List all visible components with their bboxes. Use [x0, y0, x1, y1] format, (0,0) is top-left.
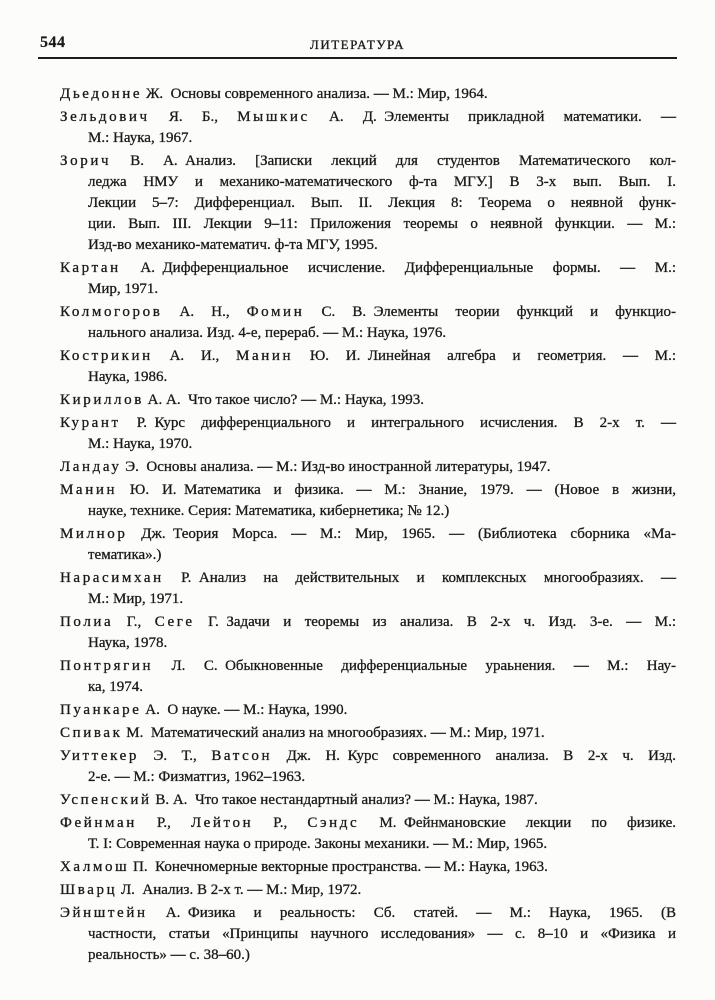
- bib-line: [60, 857, 676, 878]
- bib-entry: [60, 857, 676, 878]
- bib-entry: [60, 813, 676, 855]
- bib-text: Математика и физика. — М.: Знание, 1979. — (Новое в жизни,: [184, 482, 677, 498]
- bib-text: Я. Б.,: [149, 109, 238, 125]
- bib-line: [60, 151, 676, 172]
- bib-text: Ж.: [142, 86, 171, 102]
- bib-line: леджа НМУ и механико-математического ф-та МГУ.] В 3-х вып. Вып. I.: [88, 174, 676, 190]
- bib-entry: [60, 524, 676, 566]
- bib-entry: [60, 258, 676, 300]
- bib-line: М.: Наука, 1967.: [88, 130, 193, 146]
- bib-entry: [60, 903, 676, 966]
- bib-entry: [60, 880, 676, 901]
- bib-text: Что такое нестандартный анализ? — М.: Наука, 1987.: [194, 792, 538, 808]
- bib-text: П.: [129, 859, 156, 875]
- bib-text: А. Д.: [309, 109, 385, 125]
- bib-text: Р.,: [136, 815, 191, 831]
- bib-entry: [60, 612, 676, 654]
- bib-entry: [60, 656, 676, 698]
- bib-entry: [60, 302, 676, 344]
- author-name: Курант: [60, 415, 121, 431]
- author-name: Сеге: [154, 614, 195, 630]
- bib-text: Р.: [120, 415, 155, 431]
- bib-text: Ю. И.: [117, 482, 185, 498]
- bib-entry: [60, 151, 676, 256]
- bib-text: Обыкновенные дифференциальные ураьнения. — М.: Нау-: [225, 658, 676, 674]
- bib-text: Э. Т.,: [138, 748, 212, 764]
- author-name: Мышкис: [237, 109, 310, 125]
- bib-text: Дж. Н.: [272, 748, 348, 764]
- bib-line: М.: Мир, 1971.: [88, 591, 184, 607]
- bib-text: Анализ. [Записки лекций для студентов Математического кол-: [185, 153, 676, 169]
- bib-text: Фейнмановские лекции по физике.: [403, 815, 677, 831]
- bib-line: [60, 258, 676, 279]
- bib-line: [60, 723, 676, 744]
- bib-text: Курс дифференциального и интегрального исчисления. В 2-х т. —: [154, 415, 676, 431]
- bib-text: Линейная алгебра и геометрия. — М.:: [367, 348, 676, 364]
- bib-text: А.: [141, 702, 168, 718]
- bib-entry: [60, 723, 676, 744]
- bib-entry: [60, 700, 676, 721]
- bib-entry: [60, 480, 676, 522]
- bib-text: А. И.,: [152, 348, 237, 364]
- bib-line: [60, 656, 676, 677]
- bib-text: Основы современного анализа. — М.: Мир, 1964.: [170, 86, 488, 102]
- bib-line: [60, 903, 676, 924]
- bib-line: М.: Наука, 1970.: [88, 436, 193, 452]
- author-name: Зорич: [60, 153, 112, 169]
- bibliography: [60, 84, 676, 968]
- bib-text: Элементы прикладной математики. —: [384, 109, 676, 125]
- bib-entry: [60, 413, 676, 455]
- bib-text: Ю. И.: [293, 348, 368, 364]
- author-name: Ватсон: [211, 748, 273, 764]
- bib-line: [60, 524, 676, 545]
- bib-line: [60, 413, 676, 434]
- bib-line: 2-е. — М.: Физматгиз, 1962–1963.: [88, 769, 306, 785]
- bib-entry: [60, 457, 676, 478]
- bib-text: Анализ. В 2-х т. — М.: Мир, 1972.: [142, 882, 362, 898]
- author-name: Кострикин: [60, 348, 153, 364]
- author-name: Шварц: [60, 882, 118, 898]
- bib-text: Дж.: [127, 526, 174, 542]
- bib-line: ка, 1974.: [88, 679, 143, 695]
- author-name: Нарасимхан: [60, 570, 164, 586]
- bib-text: В. А.: [151, 792, 195, 808]
- bib-text: Г.,: [113, 614, 155, 630]
- author-name: Пуанкаре: [60, 702, 142, 718]
- bib-entry: [60, 107, 676, 149]
- bib-entry: [60, 568, 676, 610]
- bib-text: А. А.: [143, 392, 189, 408]
- bib-entry: [60, 390, 676, 411]
- bib-text: Задачи и теоремы из анализа. В 2-х ч. Изд. 3-е. — М.:: [226, 614, 676, 630]
- bib-entry: [60, 746, 676, 788]
- author-name: Уиттекер: [60, 748, 139, 764]
- bib-line: Т. I: Современная наука о природе. Законы механики. — М.: Мир, 1965.: [88, 836, 548, 852]
- bib-line: Наука, 1978.: [88, 635, 168, 651]
- bib-line: нального анализа. Изд. 4-е, перераб. — М.: Наука, 1976.: [88, 325, 447, 341]
- bib-line: Наука, 1986.: [88, 369, 168, 385]
- bib-text: Элементы теории функций и функцио-: [373, 304, 676, 320]
- bib-line: [60, 612, 676, 633]
- bib-text: А.: [147, 905, 188, 921]
- bib-text: Э.: [121, 459, 147, 475]
- bib-text: В. А.: [111, 153, 186, 169]
- bib-text: Физика и реальность: Сб. статей. — М.: Наука, 1965. (В: [187, 905, 676, 921]
- bib-text: Р.: [163, 570, 199, 586]
- bib-line: [60, 390, 676, 411]
- bib-text: Конечномерные векторные пространства. — М.: Наука, 1963.: [155, 859, 548, 875]
- author-name: Картан: [60, 260, 121, 276]
- author-name: Манин: [60, 482, 118, 498]
- bib-text: О науке. — М.: Наука, 1990.: [167, 702, 348, 718]
- bib-line: [60, 880, 676, 901]
- bib-line: [60, 746, 676, 767]
- author-name: Успенский: [60, 792, 152, 808]
- bib-line: реальность» — с. 38–60.): [88, 947, 250, 963]
- bib-line: [60, 700, 676, 721]
- bib-text: А.: [120, 260, 163, 276]
- bib-text: А. Н.,: [162, 304, 247, 320]
- bib-line: [60, 346, 676, 367]
- bib-line: Мир, 1971.: [88, 281, 159, 297]
- bib-line: [60, 107, 676, 128]
- bib-text: Математический анализ на многообразиях. — М.: Мир, 1971.: [150, 725, 545, 741]
- author-name: Манин: [236, 348, 294, 364]
- bib-line: [60, 457, 676, 478]
- page-number: 544: [40, 34, 66, 51]
- bib-text: М.: [359, 815, 404, 831]
- bib-text: Г.: [194, 614, 227, 630]
- bib-line: [60, 790, 676, 811]
- bib-line: тематика».): [88, 547, 162, 563]
- bib-text: М.: [122, 725, 151, 741]
- running-title: ЛИТЕРАТУРА: [310, 37, 405, 52]
- bib-text: Что такое число? — М.: Наука, 1993.: [188, 392, 425, 408]
- author-name: Лейтон: [190, 815, 254, 831]
- bib-text: Дифференциальное исчисление. Дифференциальные формы. — М.:: [162, 260, 676, 276]
- bib-line: частности, статьи «Принципы научного исследования» — с. 8–10 и «Физика и: [88, 926, 676, 942]
- bib-text: Курс современного анализа. В 2-х ч. Изд.: [347, 748, 676, 764]
- author-name: Понтрягин: [60, 658, 154, 674]
- bib-text: Л. С.: [153, 658, 226, 674]
- author-name: Ландау: [60, 459, 122, 475]
- author-name: Полиа: [60, 614, 114, 630]
- bib-line: [60, 480, 676, 501]
- bib-text: С. В.: [304, 304, 374, 320]
- author-name: Спивак: [60, 725, 123, 741]
- author-name: Фомин: [246, 304, 305, 320]
- bib-line: [60, 84, 676, 105]
- author-name: Фейнман: [60, 815, 137, 831]
- author-name: Кириллов: [60, 392, 144, 408]
- author-name: Эйнштейн: [60, 905, 148, 921]
- bib-line: [60, 302, 676, 323]
- bib-text: Основы анализа. — М.: Изд-во иностранной литературы, 1947.: [146, 459, 551, 475]
- bib-line: [60, 813, 676, 834]
- bib-line: Изд-во механико-математич. ф-та МГУ, 1995.: [88, 237, 378, 253]
- bib-line: Лекции 5–7: Дифференциал. Вып. II. Лекция 8: Теорема о неявной функ-: [88, 195, 676, 211]
- author-name: Дьедонне: [60, 86, 143, 102]
- bib-line: науке, технике. Серия: Математика, кибернетика; № 12.): [88, 503, 450, 519]
- bib-entry: [60, 84, 676, 105]
- bib-text: Л.: [117, 882, 143, 898]
- author-name: Халмош: [60, 859, 130, 875]
- bib-text: Р.,: [253, 815, 308, 831]
- bib-line: ции. Вып. III. Лекции 9–11: Приложения теоремы о неявной функции. — М.:: [88, 216, 676, 232]
- bib-entry: [60, 346, 676, 388]
- bib-line: [60, 568, 676, 589]
- bib-text: Теория Морса. — М.: Мир, 1965. — (Библиотека сборника «Ма-: [173, 526, 676, 542]
- bib-entry: [60, 790, 676, 811]
- bib-text: Анализ на действительных и комплексных многообразиях. —: [198, 570, 676, 586]
- header-rule: [38, 57, 677, 59]
- author-name: Зельдович: [60, 109, 150, 125]
- author-name: Сэндс: [307, 815, 360, 831]
- author-name: Колмогоров: [60, 304, 163, 320]
- author-name: Милнор: [60, 526, 128, 542]
